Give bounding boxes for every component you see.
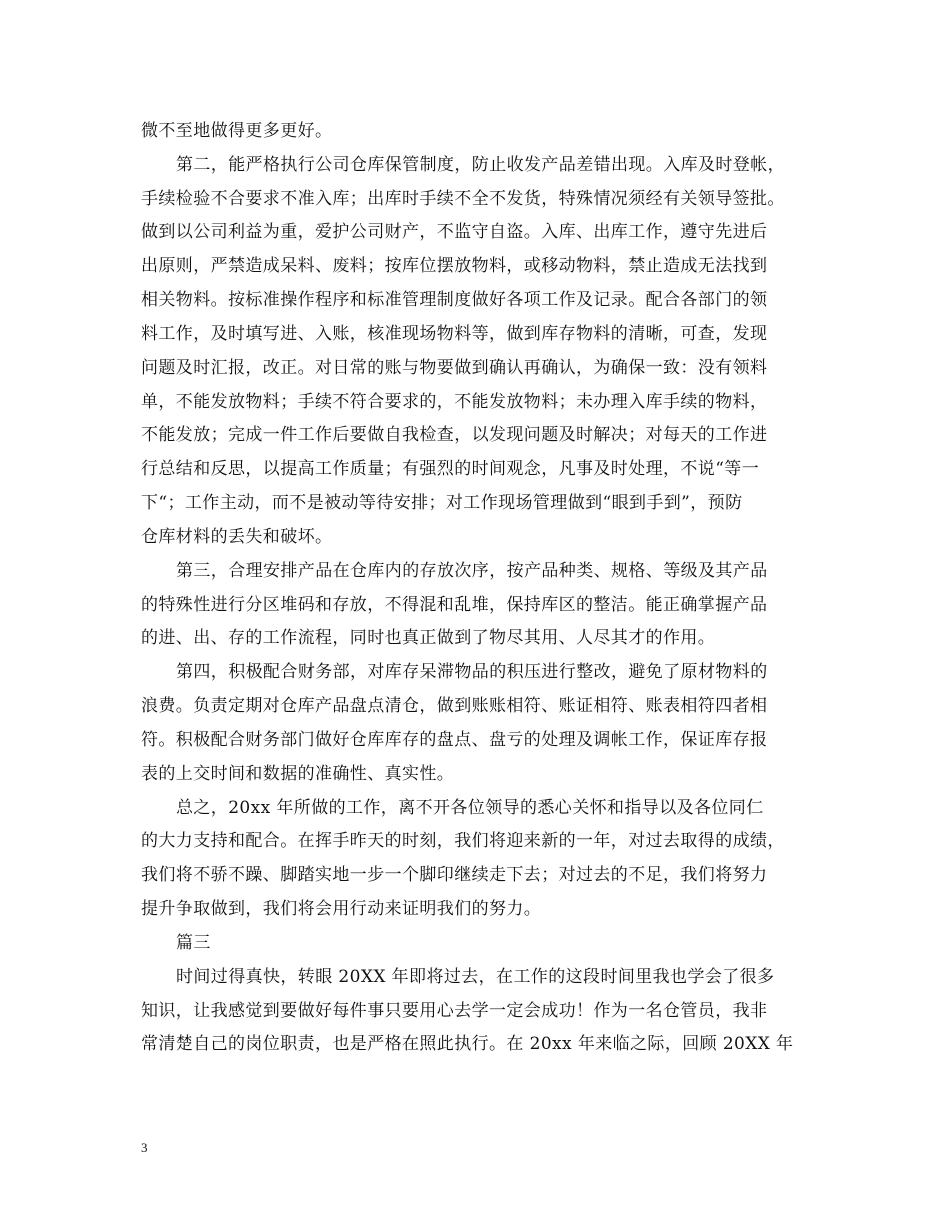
- text-line: 的进、出、存的工作流程，同时也真正做到了物尽其用、人尽其才的作用。: [141, 628, 716, 648]
- paragraph-start-line: 第三，合理安排产品在仓库内的存放次序，按产品种类、规格、等级及其产品: [176, 561, 768, 581]
- text-line: 料工作，及时填写进、入账，核准现场物料等，做到库存物料的清晰，可查，发现: [141, 324, 768, 344]
- paragraph-start-line: 第四，积极配合财务部，对库存呆滞物品的积压进行整改，避免了原材物料的: [176, 662, 768, 682]
- text-line: 不能发放；完成一件工作后要做自我检查，以发现问题及时解决；对每天的工作进: [141, 425, 768, 445]
- page-number: 3: [141, 1140, 148, 1155]
- text-line: 相关物料。按标准操作程序和标准管理制度做好各项工作及记录。配合各部门的领: [141, 290, 768, 310]
- text-line: 做到以公司利益为重，爱护公司财产，不监守自盗。入库、出库工作，遵守先进后: [141, 222, 768, 242]
- text-line: 我们将不骄不躁、脚踏实地一步一个脚印继续走下去；对过去的不足，我们将努力: [141, 865, 768, 885]
- text-line: 的大力支持和配合。在挥手昨天的时刻，我们将迎来新的一年，对过去取得的成绩，: [141, 831, 785, 851]
- text-line: 问题及时汇报，改正。对日常的账与物要做到确认再确认，为确保一致：没有领料: [141, 358, 768, 378]
- text-line: 微不至地做得更多更好。: [141, 121, 333, 141]
- text-line: 提升争取做到，我们将会用行动来证明我们的努力。: [141, 899, 542, 919]
- text-line: 单，不能发放物料；手续不符合要求的，不能发放物料；未办理入库手续的物料，: [141, 392, 768, 412]
- section-heading: 篇三: [176, 933, 211, 953]
- text-line: 行总结和反思，以提高工作质量；有强烈的时间观念，凡事及时处理，不说“等一: [141, 459, 760, 479]
- text-line: 常清楚自己的岗位职责，也是严格在照此执行。在 20xx 年来临之际，回顾 20XX 年: [141, 1034, 794, 1054]
- text-line: 下“；工作主动，而不是被动等待安排；对工作现场管理做到“眼到手到”，预防: [141, 493, 743, 513]
- paragraph-start-line: 第二，能严格执行公司仓库保管制度，防止收发产品差错出现。入库及时登帐，: [176, 155, 785, 175]
- text-line: 仓库材料的丢失和破坏。: [141, 527, 333, 547]
- paragraph-start-line: 时间过得真快，转眼 20XX 年即将过去，在工作的这段时间里我也学会了很多: [176, 967, 775, 987]
- text-line: 的特殊性进行分区堆码和存放，不得混和乱堆，保持库区的整洁。能正确掌握产品: [141, 595, 768, 615]
- text-line: 表的上交时间和数据的准确性、真实性。: [141, 764, 455, 784]
- text-line: 手续检验不合要求不准入库；出库时手续不全不发货，特殊情况须经有关领导签批。: [141, 189, 785, 209]
- text-line: 符。积极配合财务部门做好仓库库存的盘点、盘亏的处理及调帐工作，保证库存报: [141, 730, 768, 750]
- text-line: 知识，让我感觉到要做好每件事只要用心去学一定会成功！作为一名仓管员，我非: [141, 1001, 768, 1021]
- paragraph-start-line: 总之，20xx 年所做的工作，离不开各位领导的悉心关怀和指导以及各位同仁: [176, 798, 764, 818]
- text-line: 出原则，严禁造成呆料、废料；按库位摆放物料，或移动物料，禁止造成无法找到: [141, 256, 768, 276]
- text-line: 浪费。负责定期对仓库产品盘点清仓，做到账账相符、账证相符、账表相符四者相: [141, 696, 768, 716]
